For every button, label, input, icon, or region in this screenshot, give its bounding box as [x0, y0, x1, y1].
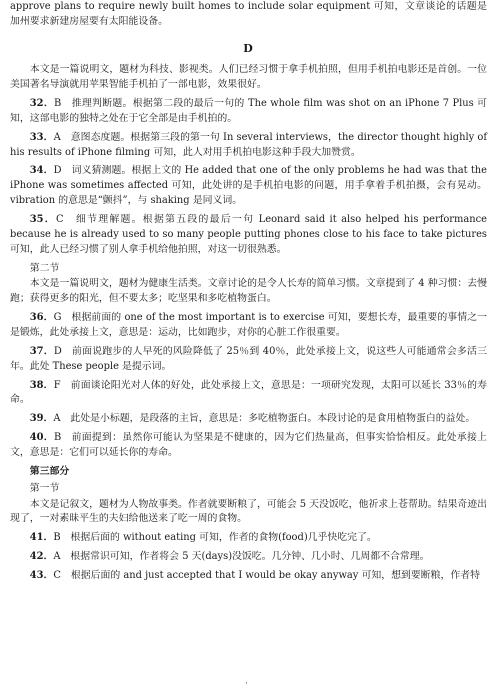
answer-item	[10, 412, 487, 427]
section-d-heading: D	[243, 41, 254, 55]
part-3-heading: 第三部分	[29, 465, 70, 477]
item-number: 33．	[29, 131, 54, 143]
item-number: 36．	[29, 312, 54, 324]
item-number: 41．	[29, 532, 54, 544]
section-2-heading: 第二节	[29, 262, 60, 274]
item-text: C 根据后面的 and just accepted that I would be okay anyway 可知，想到要断粮，作者特	[53, 570, 481, 581]
intro-continuation: approve plans to require newly built homes to include solar equipment 可知，文章谈论的话题是加州要求新建房屋要有太阳能设备。	[10, 1, 487, 27]
answer-item	[10, 213, 487, 258]
item-text: A 根据常识可知，作者将会 5 天(days)没饭吃。几分钟、几小时、几周都不合常理。	[53, 551, 430, 563]
answer-item	[10, 431, 487, 461]
item-text: A 此处是小标题，是段落的主旨，意思是：多吃植物蛋白。本段讨论的是食用植物蛋白的益处。	[53, 413, 476, 425]
item-number: 35．	[29, 213, 56, 225]
section-d-intro: 本文是一篇说明文，题材为科技、影视类。人们已经习惯于拿手机拍照，但用手机拍电影还是首创。一位美国著名导演就用苹果智能手机拍了一部电影，效果很好。	[10, 64, 487, 91]
item-number: 40．	[29, 432, 54, 444]
item-number: 39．	[29, 413, 54, 425]
item-number: 43．	[29, 570, 54, 581]
answer-item	[10, 531, 487, 546]
item-text: B 前面提到：虽然你可能认为坚果是不健康的，因为它们热量高，但事实恰恰相反。此处承接上文，意思是：它们可以延长你的寿命。	[10, 432, 487, 458]
part-3-items	[10, 531, 487, 584]
item-number: 34．	[29, 165, 54, 177]
item-text: C 细节理解题。根据第五段的最后一句 Leonard said it also helped his performance because he is already used to so many people putting phones close to his face to take pictures 可知，此人已经习惯了别人拿手机给他拍照，对这一切很熟悉。	[10, 213, 487, 255]
part-3-subheading: 第一节	[29, 482, 60, 494]
answer-item	[10, 550, 487, 565]
section-2-items	[10, 311, 487, 461]
answer-item	[10, 569, 487, 584]
answer-item	[10, 379, 487, 409]
item-text: A 意图态度题。根据第三段的第一句 In several interviews，the director thought highly of his results of iPhone filming 可知，此人对用手机拍电影这种手段大加赞赏。	[10, 131, 487, 158]
item-text: G 根据前面的 one of the most important is to exercise 可知，要想长寿，最重要的事情之一是锻炼，此处承接上文，意思是：运动，比如跑步，对你的心脏工作很重要。	[10, 312, 487, 338]
part-3-intro: 本文是记叙文，题材为人物故事类。作者就要断粮了，可能会 5 天没饭吃，他祈求上苍帮助。结果奇迹出现了，一对素昧平生的夫妇给他送来了吃一周的食物。	[10, 498, 487, 525]
item-number: 38．	[29, 379, 54, 391]
item-number: 37．	[29, 345, 54, 357]
answer-item	[10, 311, 487, 341]
page-mark: ·	[245, 678, 248, 689]
section-2-intro: 本文是一篇说明文，题材为健康生活类。文章讨论的是令人长寿的简单习惯。文章提到了 4 种习惯：去慢跑；获得更多的阳光，但不要太多；吃坚果和多吃植物蛋白。	[10, 278, 487, 305]
item-text: D 词义猜测题。根据上文的 He added that one of the only problems he had was that the iPhone was sometimes affected 可知，此处讲的是手机拍电影的问题，用手拿着手机拍摄，会有晃动。vibration 的意思是“颤抖”，与 shaking 是同义词。	[10, 165, 487, 207]
section-d-items	[10, 97, 487, 258]
answer-item	[10, 97, 487, 127]
item-text: D 前面说跑步的人早死的风险降低了 25％到 40％，此处承接上文，说这些人可能通常会多活三年。此处 These people 是提示词。	[10, 345, 487, 372]
item-number: 32．	[29, 97, 54, 109]
answer-item	[10, 345, 487, 375]
item-text: B 根据后面的 without eating 可知，作者的食物(food)几乎快吃完了。	[53, 532, 377, 544]
answer-item	[10, 164, 487, 209]
item-text: F 前面谈论阳光对人体的好处，此处承接上文，意思是：一项研究发现，太阳可以延长 33％的寿命。	[10, 379, 487, 406]
item-text: B 推理判断题。根据第二段的最后一句的 The whole film was shot on an iPhone 7 Plus 可知，这部电影的独特之处在于它全部是由手机拍的。	[10, 97, 487, 124]
item-number: 42．	[29, 551, 54, 563]
answer-item	[10, 131, 487, 161]
